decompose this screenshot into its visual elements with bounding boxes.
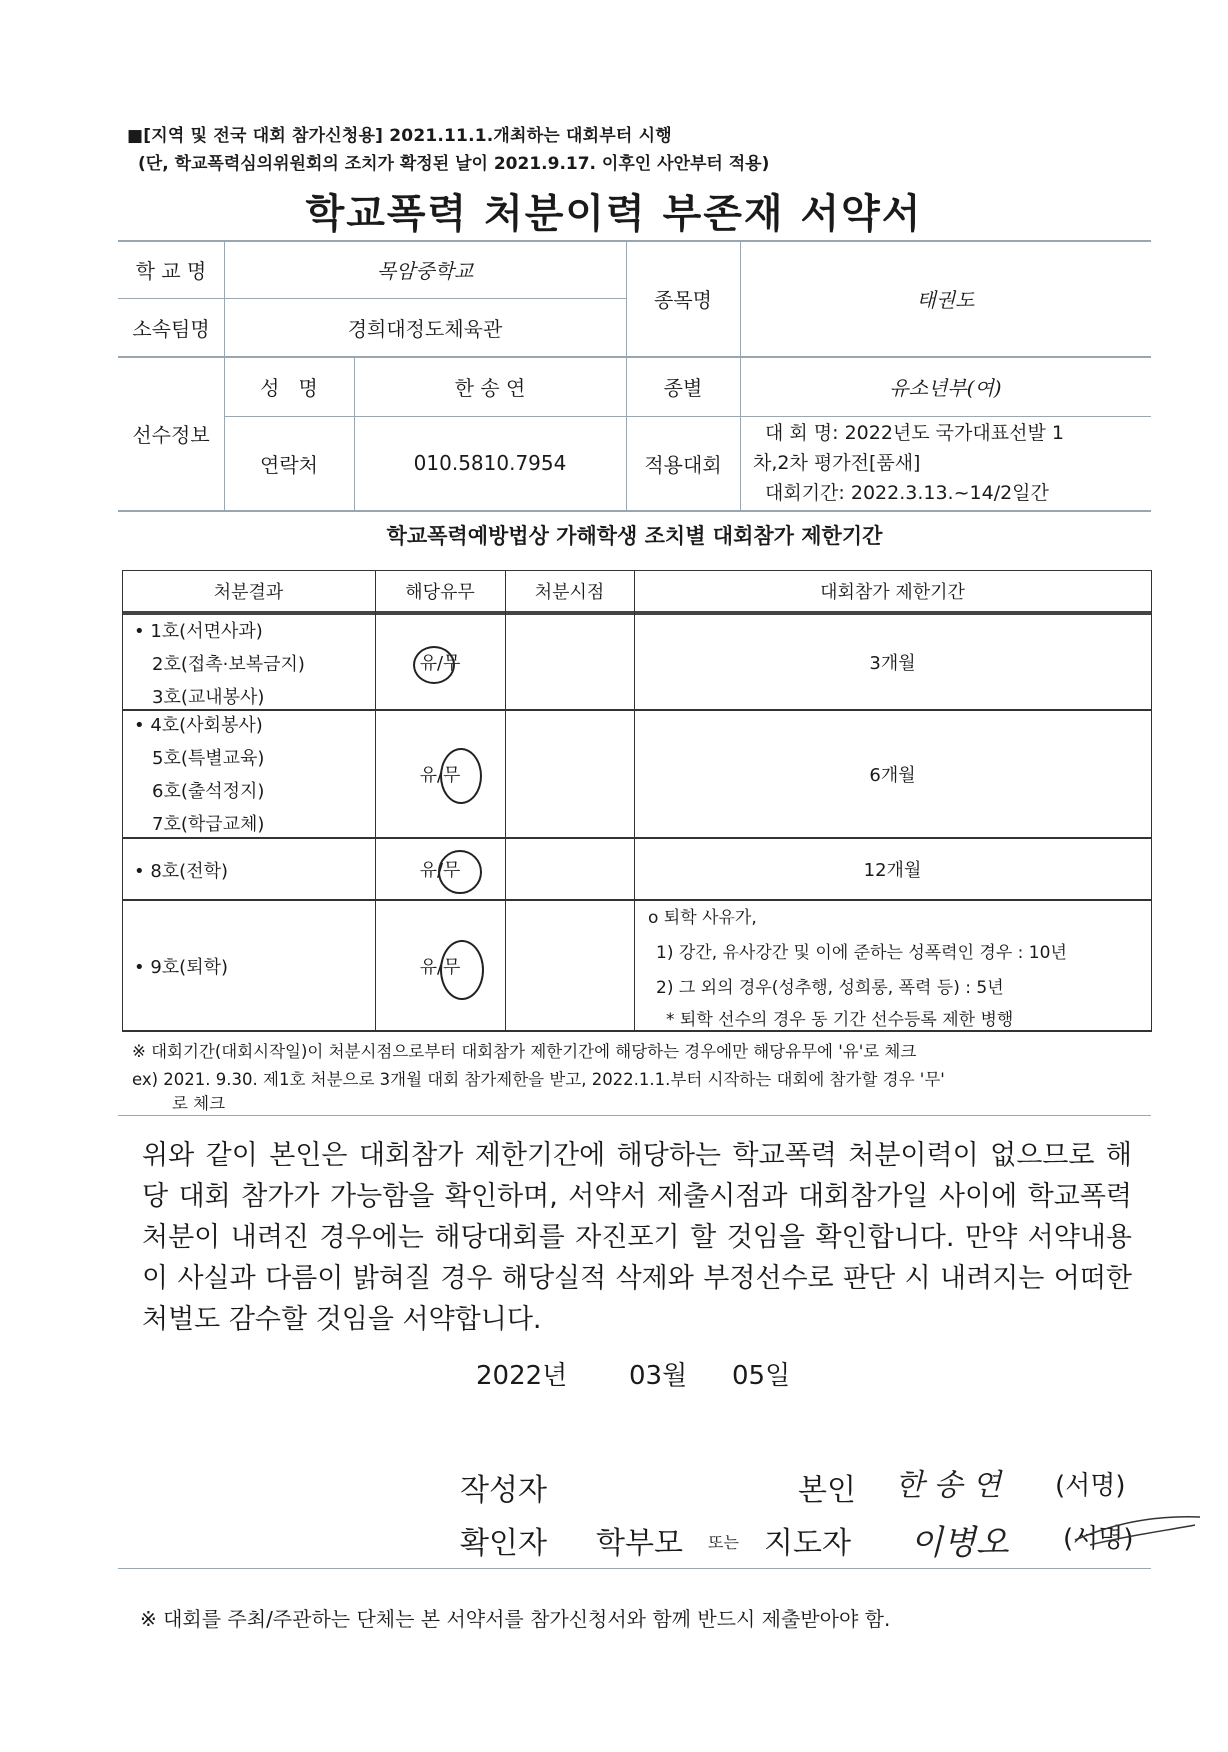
applicable-value: 유/무 — [419, 956, 461, 978]
date-month: 03월 — [629, 1361, 688, 1391]
header-period: 대회참가 제한기간 — [820, 581, 965, 603]
coach-label: 지도자 — [764, 1526, 851, 1561]
self-sign-note: (서명) — [1055, 1471, 1126, 1501]
sanctions-table — [122, 570, 1152, 1032]
circle-mark — [440, 748, 482, 804]
table-row — [122, 839, 375, 899]
circle-mark — [438, 850, 482, 894]
header-result: 처분결과 — [213, 581, 284, 603]
category-value: 유소년부(여) — [889, 375, 1002, 400]
competition-label: 적용대회 — [644, 452, 722, 477]
event-label: 종목명 — [654, 287, 712, 312]
header-applicable: 해당유무 — [405, 581, 475, 603]
sanction-item: • 4호(사회봉사) — [134, 715, 263, 736]
competition-details — [753, 418, 1148, 508]
table-row — [122, 901, 375, 1030]
sanction-item: • 8호(전학) — [134, 861, 228, 882]
team-value: 경희대정도체육관 — [347, 316, 503, 341]
competition-name-cont: 차,2차 평가전[품새] — [753, 452, 921, 474]
competition-name: 대 회 명: 2022년도 국가대표선발 1 — [765, 422, 1064, 444]
self-label: 본인 — [798, 1473, 856, 1508]
applicable-value: 유/무 — [419, 765, 461, 786]
document-title: 학교폭력 처분이력 부존재 서약서 — [305, 190, 923, 237]
signature-flourish — [1070, 1505, 1210, 1555]
note-1: ※ 대회기간(대회시작일)이 처분시점으로부터 대회참가 제한기간에 해당하는 경우에만 해당유무에 '유'로 체크 — [132, 1042, 917, 1061]
category-label: 종별 — [663, 375, 703, 400]
sanction-item: 3호(교내봉사) — [152, 687, 265, 708]
name-label: 성 명 — [260, 375, 318, 400]
or-label: 또는 — [708, 1533, 739, 1552]
circle-mark — [440, 940, 484, 1000]
period-line: 2) 그 외의 경우(성추행, 성희롱, 폭력 등) : 5년 — [656, 978, 1004, 998]
school-label: 학 교 명 — [135, 258, 207, 283]
self-signature-name: 한 송 연 — [895, 1468, 1002, 1503]
team-label: 소속팀명 — [132, 316, 210, 341]
divider — [118, 1115, 1151, 1116]
sanction-item: 2호(접촉·보복금지) — [152, 654, 305, 675]
event-value: 태권도 — [916, 287, 975, 312]
athlete-info-table — [118, 240, 1151, 512]
table-row — [122, 615, 375, 709]
sanction-item: 7호(학급교체) — [152, 814, 265, 835]
sanction-item: 6호(출석정지) — [152, 781, 265, 802]
period-line: * 퇴학 선수의 경우 동 기간 선수등록 제한 병행 — [666, 1010, 1014, 1030]
circle-mark — [413, 646, 455, 684]
coach-signature: 이병오 — [910, 1523, 1009, 1563]
guardian-label: 학부모 — [596, 1526, 683, 1561]
competition-period: 대회기간: 2022.3.13.~14/2일간 — [765, 482, 1049, 504]
restriction-period-details — [634, 901, 1151, 1030]
school-value: 목암중학교 — [376, 258, 474, 283]
header-time: 처분시점 — [534, 581, 605, 603]
sanction-item: • 1호(서면사과) — [134, 621, 263, 642]
footer-note: ※ 대회를 주최/주관하는 단체는 본 서약서를 참가신청서와 함께 반드시 제출받아야 함. — [140, 1607, 891, 1631]
applicable-value: 유/무 — [419, 653, 461, 674]
period-line: 1) 강간, 유사강간 및 이에 준하는 성폭력인 경우 : 10년 — [656, 943, 1067, 963]
notice-line-1: ■[지역 및 전국 대회 참가신청용] 2021.11.1.개최하는 대회부터 시행 — [127, 126, 672, 146]
writer-label: 작성자 — [460, 1473, 547, 1508]
coach-sign-note: (서명) — [1063, 1524, 1134, 1554]
period-line: o 퇴학 사유가, — [648, 908, 757, 928]
date-year: 2022년 — [476, 1361, 568, 1391]
sanction-item: 5호(특별교육) — [152, 748, 265, 769]
contact-value: 010.5810.7954 — [413, 451, 567, 475]
confirmer-label: 확인자 — [460, 1526, 547, 1561]
note-2: ex) 2021. 9.30. 제1호 처분으로 3개월 대회 참가제한을 받고, 2022.1.1.부터 시작하는 대회에 참가할 경우 '무' — [132, 1070, 945, 1089]
name-value: 한 송 연 — [454, 375, 526, 400]
restriction-period: 3개월 — [869, 653, 916, 674]
sanctions-subtitle: 학교폭력예방법상 가해학생 조치별 대회참가 제한기간 — [386, 524, 883, 548]
restriction-period: 12개월 — [863, 860, 922, 881]
divider — [118, 1568, 1151, 1569]
athlete-info-label: 선수정보 — [132, 422, 210, 447]
date-day: 05일 — [732, 1361, 791, 1391]
notice-line-2: (단, 학교폭력심의위원회의 조치가 확정된 날이 2021.9.17. 이후인 사안부터 적용) — [138, 154, 770, 174]
applicable-value: 유/무 — [419, 860, 461, 881]
table-row — [122, 711, 375, 837]
restriction-period: 6개월 — [869, 765, 916, 786]
contact-label: 연락처 — [260, 452, 318, 477]
sanction-item: • 9호(퇴학) — [134, 957, 228, 978]
pledge-text: 위와 같이 본인은 대회참가 제한기간에 해당하는 학교폭력 처분이력이 없으므로 해당 대회 참가가 가능함을 확인하며, 서약서 제출시점과 대회참가일 사이에 학교폭력 처분이 내려진 경우에는 해당대회를 자진포기 할 것임을 확인합니다. 만약 서약내용이 사실과 다름이 밝혀질 경우 해당실적 삭제와 부정선수로 판단 시 내려지는 어떠한 처벌도 감수할 것임을 서약합니다. — [142, 1140, 1132, 1335]
note-3: 로 체크 — [172, 1094, 226, 1113]
